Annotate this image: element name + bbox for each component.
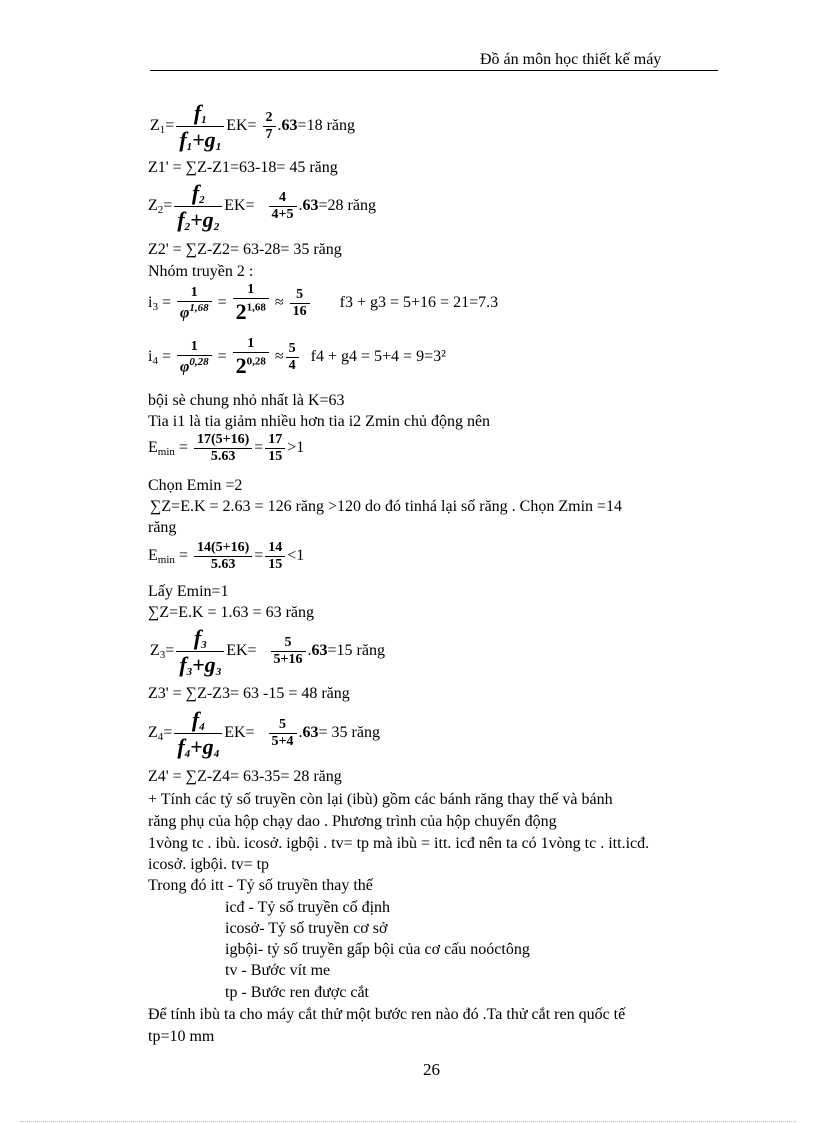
chon-emin-line: Chọn Emin =2: [148, 477, 243, 494]
definition-tv: tv - Bước vít me: [225, 962, 331, 979]
formula-i3: $i_3$ = $\frac{1}{\varphi^{1,68}}$ = $\frac{1}{2^{1,68}}$ ≈ $\frac{5}{16}$ f3 + g3 = 5+16 = 21=7.3: [148, 282, 499, 324]
group2-heading: Nhóm truyền 2 :: [148, 263, 254, 280]
sumz-line-2: ∑Z=E.K = 1.63 = 63 răng: [148, 604, 315, 621]
formula-emin-2: $E_{min}$ = $\frac{14(5+16)}{5.63}$ = $\frac{14}{15}$ <1: [148, 540, 305, 572]
definition-itt: Trong đó itt - Tỷ số truyền thay thế: [148, 877, 373, 894]
paragraph-line-4: icosở. igbội. tv= tp: [148, 856, 270, 873]
paragraph-line-1: + Tính các tỷ số truyền còn lại (ibù) gồm các bánh răng thay thế và bánh: [148, 791, 613, 808]
sumz-line-1: ∑Z=E.K = 2.63 = 126 răng >120 do đó tinhá lại số răng . Chọn Zmin =14: [150, 498, 623, 515]
rang-line: răng: [148, 519, 177, 536]
formula-z1: $Z_1=$ $\frac{f_1}{f_1+g_1}$ EK= $\frac{2}{7}$ .63=18 răng: [150, 100, 355, 153]
paragraph-line-3: 1vòng tc . ibù. icosở. igbội . tv= tp mà ibù = itt. icđ nên ta có 1vòng tc . itt.icđ.: [148, 835, 650, 852]
closing-line-2: tp=10 mm: [148, 1028, 215, 1045]
definition-icoso: icosở- Tỷ số truyền cơ sở: [225, 920, 388, 937]
formula-z3: $Z_3=$ $\frac{f_3}{f_3+g_3}$ EK= $\frac{5}{5+16}$ .63=15 răng: [150, 625, 385, 678]
paragraph-line-2: răng phụ của hộp chạy dao . Phương trình của hộp chuyển động: [148, 813, 557, 830]
z4-prime-line: Z4' = ∑Z-Z4= 63-35= 28 răng: [148, 768, 342, 785]
formula-z4: $Z_4=$ $\frac{f_4}{f_4+g_4}$ EK= $\frac{5}{5+4}$ .63= 35 răng: [148, 707, 380, 760]
definition-icd: icđ - Tỷ số truyền cố định: [225, 899, 391, 916]
formula-emin-1: $E_{min}$ = $\frac{17(5+16)}{5.63}$ = $\frac{17}{15}$ >1: [148, 432, 305, 464]
definition-igboi: igbội- tỷ số truyền gấp bội của cơ cấu noóctông: [225, 941, 530, 958]
definition-tp: tp - Bước ren được cắt: [225, 984, 369, 1001]
formula-z2: $Z_2=$ $\frac{f_2}{f_2+g_2}$ EK= $\frac{4}{4+5}$ .63=28 răng: [148, 180, 376, 233]
footer-rule: [20, 1121, 796, 1122]
formula-i4: $i_4$ = $\frac{1}{\varphi^{0,28}}$ = $\frac{1}{2^{0,28}}$ ≈ $\frac{5}{4}$ f4 + g4 = 5+4 = 9=3²: [148, 336, 446, 378]
z2-prime-line: Z2' = ∑Z-Z2= 63-28= 35 răng: [148, 241, 342, 258]
lcm-line: bội sè chung nhỏ nhất là K=63: [148, 392, 345, 409]
z1-prime-line: Z1' = ∑Z-Z1=63-18= 45 răng: [148, 159, 338, 176]
header-title: Đồ án môn học thiết kế máy: [480, 51, 662, 68]
lay-emin-line: Lấy Emin=1: [148, 583, 229, 600]
header-rule: [150, 70, 718, 71]
z3-prime-line: Z3' = ∑Z-Z3= 63 -15 = 48 răng: [148, 685, 350, 702]
tia-line: Tia i1 là tia giảm nhiều hơn tia i2 Zmin chủ động nên: [148, 413, 491, 430]
page-number: 26: [423, 1060, 440, 1079]
closing-line-1: Để tính ibù ta cho máy cắt thử một bước ren nào đó .Ta thử cắt ren quốc tế: [148, 1006, 626, 1023]
